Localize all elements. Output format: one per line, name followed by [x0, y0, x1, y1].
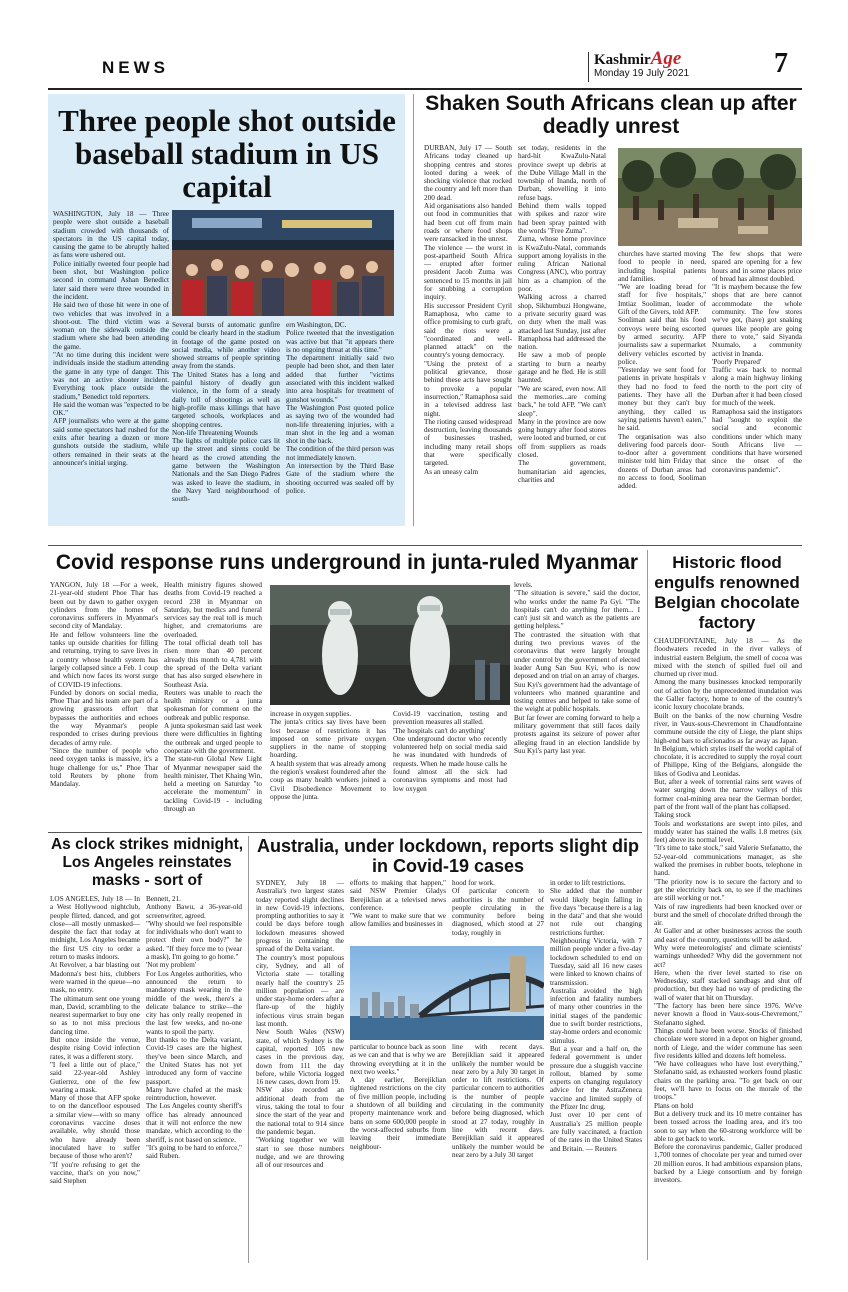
column-divider [413, 94, 414, 526]
australia-col1: SYDNEY, July 18 — Australia's two largest states today reported slight declines in new Covid-19 infections, prompting authorities to say it could be days before tough lockdown measures showed progress in containing the spread of the Delta variant. The country's most populous city, Sydney, and all of Victoria state — totalling nearly half the country's 25 million population — are under stay-home orders after a flare-up of the highly infectious virus strain began last month. New South Wales (NSW) state, of which Sydney is the capital, reported 105 new cases in the previous day, down from 111 the day before, while Victoria logged 16 new cases, down from 19. NSW also recorded an additional death from the virus, taking the total to four since the start of the year and the national total to 914 since the pandemic began. "Working together we will start to see those numbers nudge, and we are throwing all of our resources and [256, 879, 344, 1170]
baseball-col1: WASHINGTON, July 18 — Three people were shot outside a baseball stadium crowded with thousands of spectators in the US capital today, causing the game to be abruptly halted as fans were ushered out. Police initially tweeted four people had been shot, but Washington police second in command Ashan Benedict later said there were three wounded in the incident. He said two of those hit were in one of two vehicles that was involved in a shoot-out. The third victim was a woman on the sidewalk outside the stadium where she had been attending the game. "At no time during this incident were individuals inside the stadium attending the game in any type of danger. This was not an active shooter incident. Everything took place outside the stadium," Benedict told reporters. He said the woman was "expected to be OK." AFP journalists who were at the game said some spectators had rushed for the exits after hearing a dozen or more gunshots outside the stadium, while others remained in their seats at the announcer's initial urging. [53, 210, 169, 467]
safrica-col3: churches have started moving food to people in need, including hospital patients and families. "We are loading bread for staff for five hospitals," Imtiaz Sooliman, leader of Gift of the Givers, told AFP. Sooliman said that his food convoys were being escorted by armed security. AFP journalists saw a supermarket delivery vehicles escorted by police. "Yesterday we sent food for patients in private hospitals v they had no food to feed patients. They have all the money but they can't buy anything, they called us saying patients haven't eaten," he said. The organisation was also delivering food parcels door-to-door after a government minister told him Friday that dozens of Durban areas had no access to food, Sooliman added. [618, 250, 706, 491]
myanmar-col1: YANGON, July 18 —For a week, 21-year-old student Phoe Thar has been out by dawn to gather oxygen cylinders from the homes of coronavirus sufferers in Myanmar's second city of Mandalay. He and fellow volunteers line the tanks up outside charities for filling and returning, trying to save lives in a country whose health system has largely collapsed since a Feb. 1 coup and which now faces its worst surge of COVID-19 infections. Funded by donors on social media, Phoe Thar and his team are part of a growing grassroots effort that bypasses the authorities and echoes the way Myanmar's people responded to crises during previous decades of army rule. "Since the number of people who need oxygen tanks is massive, it's a huge challenge for us," Phoe Thar told Reuters by phone from Mandalay. [50, 581, 158, 789]
column-divider [248, 836, 249, 1263]
la-col1: LOS ANGELES, July 18 — In a West Hollywood nightclub, people flirted, danced, and got close—all mostly unmasked—despite the fact that today at midnight, Los Angeles became the first US city to order a return to masks indoors. At Revolver, a bar blasting out Madonna's best hits, clubbers were warned in the queue—no mask, no entry. The ultimatum sent one young man, David, scrambling to the nearest supermarket to buy one so as to not miss precious dancing time. But once inside the venue, despite rising Covid infection rates, it was a different story. "I feel a little out of place," said 22-year-old Ashley Gutierrez, one of the few wearing a mask. Many of those that AFP spoke to on the dancefloor espoused a similar view—with so many coronavirus vaccine doses available, why should those who have already been inoculated have to suffer because of those who aren't? "If you're refusing to get the vaccine, that's on you now," said Stephen [50, 895, 140, 1186]
page-number: 7 [774, 48, 788, 79]
sydney-harbour-photo [350, 946, 544, 1040]
australia-col2-top: efforts to making that happen," said NSW Premier Gladys Berejiklian at a televised news conference. "We want to make sure that we allow families and businesses in [350, 879, 446, 929]
section-label: NEWS [102, 58, 169, 77]
baseball-headline: Three people shot outside baseball stadium in US capital [58, 103, 396, 204]
myanmar-col4: Covid-19 vaccination, testing and prevention measures all stalled. 'The hospitals can't do anything' One underground doctor who recently volunteered help on social media said he was inundated with hundreds of requests. When he made house calls he found almost all the sick had coronavirus symptoms and most had low oxygen [393, 710, 507, 793]
myanmar-headline: Covid response runs underground in junta-ruled Myanmar [55, 551, 639, 574]
safrica-col2: set today, residents in the hard-hit KwaZulu-Natal province swept up debris at the Dube Village Mall in the township of Inanda, north of Durban, shovelling it into refuse bags. Behind them walls topped with spikes and razor wire had been spray painted with the words "Free Zuma". Zuma, whose home province is KwaZulu-Natal, commands support among loyalists in the ruling African National Congress (ANC), who portray him as a champion of the poor. Walking across a charred shop, Sikhumbuzi Hongwane, a private security guard was on duty when the mall was attacked last Sunday, just after Ramaphosa had addressed the nation. He saw a mob of people starting to burn a nearby garage and he fled. He is still haunted. "We are scared, even now. All the memories...are coming back," he told AFP. "We can't sleep". Many in the province are now going hungry after food stores were looted and burned, or cut off from suppliers as roads closed. The government, humanitarian aid agencies, charities and [518, 144, 606, 484]
la-col2: Bennett, 21. Anthony Bawu, a 36-year-old screenwriter, agreed. "Why should we feel responsible for individuals who don't want to protect their own body?" he asked. "If they force me to (wear a mask), I'm going to go home." 'Not my problem' For Los Angeles authorities, who announced the return to mandatory mask wearing in the middle of the week, there's a delicate balance to strike—the city has only really reopened in the last few weeks, and no-one wants to spoil the party. But thanks to the Delta variant, Covid-19 cases are the highest they've been since March, and the United States has not yet introduced any form of vaccine passport. Many have chafed at the mask reintroduction, however. The Los Angeles county sheriff's office has already announced that it will not enforce the new mandate, which according to the sheriff, is not based on science. "It's going to be hard to enforce," said Ruben. [146, 895, 242, 1161]
paper-name: Kashmir [594, 52, 651, 68]
baseball-col2: Several bursts of automatic gunfire could be clearly heard in the stadium in footage of the game posted on social media, while another video showed streams of people sprinting away from the stands. The United States has a long and painful history of deadly gun violence, in the form of a steady daily toll of shootings as well as high-profile mass killings that have targeted schools, workplaces and shopping centres. Non-life Threatening Wounds The lights of multiple police cars lit up the street and sirens could be heard as the crowd attending the game between the Washington Nationals and the San Diego Padres was asked to leave the stadium, in the Navy Yard neighbourhood of south- [172, 321, 280, 504]
myanmar-col5: levels. "The situation is severe," said the doctor, who works under the name Pa Gyi. "The hospitals can't do anything for them... I can't just sit and watch as the patients are getting helpless." The contrasted the situation with that during two previous waves of the coronavirus that were largely brought under control by the government of elected leader Aung San Suu Kyi, who is now deposed and on trial on an array of charges. Suu Kyi's government had the advantage of volunteers who manned quarantine and testing centres and helped to take some of the weight at public hospitals. But far fewer are coming forward to help a military government that still faces daily protests against its seizure of power after alleging fraud in an election landslide by Suu Kyi's party last year. [514, 581, 640, 755]
australia-headline: Australia, under lockdown, reports slight dip in Covid-19 cases [256, 836, 640, 876]
belgium-headline: Historic flood engulfs renowned Belgian chocolate factory [654, 553, 800, 632]
safrica-headline: Shaken South Africans clean up after deadly unrest [425, 92, 797, 138]
australia-col2-bottom: particular to bounce back as soon as we can and that is why we are throwing everything at it in the next two weeks." A day earlier, Berejiklian tightened restrictions on the city of five million people, including a shutdown of all building and property maintenance work and bans on some 600,000 people in the worst-affected suburbs from leaving their immediate neighbour- [350, 1043, 446, 1151]
safrica-col1: DURBAN, July 17 — South Africans today cleaned up shopping centres and stores looted during a week of shocking violence that rocked the country and left more than 200 dead. Aid organisations also handed out food in communities that had been cut off from main roads or where food shops were ransacked in the unrest. The violence — the worst in post-apartheid South Africa — erupted after former president Jacob Zuma was sentenced to 15 months in jail for snubbing a corruption inquiry. His successor President Cyril Ramaphosa, who came to office promising to curb graft, said the riots were a "coordinated and well-planned attack" on the country's young democracy. "Using the pretext of a political grievance, those behind these acts have sought to provoke a popular insurrection," Ramaphosa said in a televised address last night. The rioting caused widespread destruction, leaving thousands of businesses trashed, including many retail shops that were specifically targeted. As an uneasy calm [424, 144, 512, 476]
paper-name-accent: Age [650, 48, 682, 69]
australia-col4: in order to lift restrictions. She added that the number would likely begin falling in five days "because there is a lag in the data" and that she would not rule out changing restrictions further. Neighbouring Victoria, with 7 million people under a five-day lockdown scheduled to end on Tuesday, said all 16 new cases were linked to known chains of transmission. Australia avoided the high infection and fatality numbers of many other countries in the initial stages of the pandemic due to swift border restrictions, stay-home orders and economic stimulus. But a year and a half on, the federal government is under pressure due a sluggish vaccine rollout, blamed by some experts on changing regulatory advice for the AstraZeneca vaccine and limited supply of the Pfizer Inc drug. Just over 10 per cent of Australia's 25 million people are fully vaccinated, a fraction of the rates in the United States and Britain. — Reuters [550, 879, 642, 1153]
column-divider [647, 550, 648, 1260]
baseball-col3: ern Washington, DC. Police tweeted that the investigation was active but that "it appears there is no ongoing threat at this time." The department initially said two people had been shot, and then later added that further "victims associated with this incident walked into area hospitals for treatment of gunshot wounds." The Washington Post quoted police as saying two of the wounded had non-life threatening injuries, with a man shot in the leg and a woman shot in the back. The condition of the third person was not immediately known. An intersection by the Third Base Gate of the stadium where the shooting occurred was sealed off by police. [286, 321, 394, 495]
safrica-cleanup-photo [618, 148, 802, 246]
belgium-body: CHAUDFONTAINE, July 18 — As the floodwaters receded in the river valleys of industrial eastern Belgium, the smell of cocoa was mixed with the stench of spilled fuel oil and churned up river mud. Among the many businesses knocked temporarily out of action by the unprecedented inundation was the Galler factory, home to one of the country's iconic luxury chocolate brands. Built on the banks of the now churning Vesdre river, in Vaux-sous-Chevremont in Chaudfontaine commune outside the city of Liege, the plant ships high-end bars to aficionados as far away as Japan. In Belgium, which styles itself the world capital of chocolate, it is accredited to supply the royal court of Philippe, King of the Belgians, alongside the likes of Godiva and Leonidas. But, after a week of torrential rains sent waves of water surging down the narrow valleys of this former coal-mining area near the German border, part of the front wall of the plant has collapsed. Taking stock Tools and workstations are swept into piles, and muddy water has stained the walls 1.8 metres (six feet) above its normal level. "It's time to take stock," said Valerie Stefanatto, the 52-year-old communications manager, as she walked the premises in rubber boots, telephone in hand. "The priority now is to secure the factory and to get the electricity back on, to see if the machines are still working or not." Vats of raw ingredients had been knocked over or burst and the smell of chocolate drifted through the air. At Galler and at other businesses across the south and east of the country, questions will be asked. Why were meteorologists' and climate scientists' warnings unheeded? Why did the government not act? Here, when the river level started to rise on Wednesday, staff stacked sandbags and shut off production, but they had no way of predicting the wall of water that hit on Thursday. "The factory has been here since 1976. We've never known a flood in Vaux-sous-Chevremont," Stefanatto sighed. Things could have been worse. Stocks of finished chocolate were stored in a depot on higher ground, north of Liege, and the wider commune has seen five residents killed and dozens left homeless. "We have colleagues who have lost everything," Stefanatto said, as exhausted workers found plastic chairs on the parking area. "To get back on our feet, we'll have to focus on the morale of the troops." Plans on hold But a delivery truck and its 10 metre container has been tossed across the loading area, and it's too soon to say when the 60-strong workforce will be able to get back to work. Before the coronavirus pandemic, Galler produced 1,700 tonnes of chocolate per year and turned over 20 million euros. It had ambitious expansion plans, backed by a Liege consortium and by foreign investors. [654, 637, 802, 1185]
masthead-rule [48, 88, 802, 90]
masthead-divider [588, 52, 589, 82]
australia-col3-top: hood for work. Of particular concern to authorities is the number of people circulating in the community before being diagnosed, which stood at 27 today, roughly in [452, 879, 544, 937]
section-rule [48, 545, 802, 546]
baseball-stadium-photo [172, 210, 394, 316]
myanmar-volunteers-photo [270, 585, 510, 705]
la-headline: As clock strikes midnight, Los Angeles reinstates masks - sort of [50, 836, 244, 889]
paper-logo [594, 48, 681, 70]
australia-col3-bottom: line with recent days. Berejiklian said it appeared unlikely the number would be near zero by a July 30 target in order to lift restrictions. Of particular concern to authorities is the number of people circulating in the community before being diagnosed, which stood at 27 today, roughly in line with recent days. Berejiklian said it appeared unlikely the number would be near zero by a July 30 target [452, 1043, 544, 1159]
myanmar-col3: increase in oxygen supplies. The junta's critics say lives have been lost because of restrictions it has imposed on some private oxygen suppliers in the name of stopping hoarding. A health system that was already among the region's weakest foundered after the coup as many health workers joined a Civil Disobedience Movement to oppose the junta. [270, 710, 386, 801]
section-rule [48, 832, 642, 833]
issue-date: Monday 19 July 2021 [594, 68, 690, 79]
myanmar-col2: Health ministry figures showed deaths from Covid-19 reached a record 238 in Myanmar on Saturday, but medics and funeral services say the real toll is much higher, and crematoriums are overloaded. The total official death toll has risen more than 40 percent already this month to 4,781 with the spread of the Delta variant that has also surged elsewhere in Southeast Asia. Reuters was unable to reach the health ministry or a junta spokesman for comment on the outbreak and public response. A junta spokesman said last week there were difficulties in fighting the outbreak and urged people to cooperate with the government. The state-run Global New Light of Myanmar newspaper said the health minister, Thet Khaing Win, held a meeting on Saturday "to accelerate the momentum" in tackling Covid-19 - including through an [164, 581, 262, 814]
safrica-col4: The few shops that were spared are opening for a few hours and in some places price of bread has almost doubled. "It is mayhem because the few shops that are here cannot accommodate the whole community. The few stores we've got, (have) got snaking queues like people are going there to vote," said Siyanda Nxumalo, a community activist in Inanda. 'Poorly Prepared' Traffic was back to normal along a main highway linking the north to the port city of Durban after it had been closed for much of the week. Ramaphosa said the instigators had "sought to exploit the social and economic conditions under which many South Africans live — conditions that have worsened since the onset of the coronavirus pandemic". [712, 250, 802, 474]
